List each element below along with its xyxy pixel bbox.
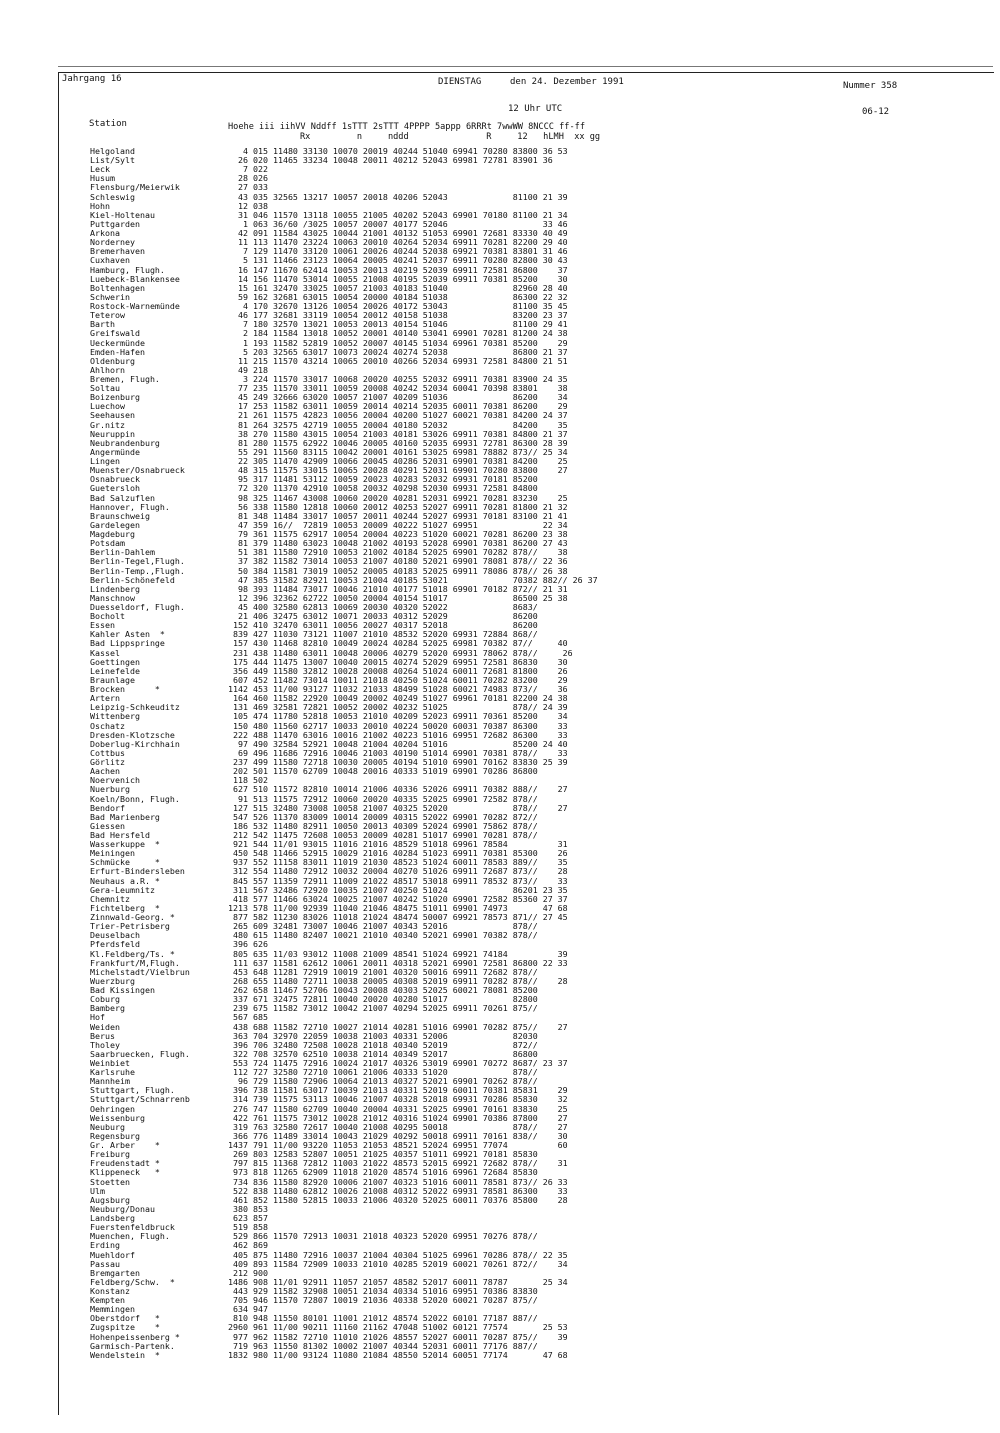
station-record: 529 866 11570 72913 10031 21018 40323 52020 69951 70276 878// bbox=[228, 1231, 538, 1242]
station-record: 27 033 bbox=[228, 182, 268, 193]
station-record: 202 501 11570 62709 10048 20016 40333 51019 69901 70286 86800 bbox=[228, 766, 538, 777]
station-name: Kassel bbox=[90, 647, 120, 658]
station-name: Wuerzburg bbox=[90, 975, 135, 986]
station-record: 7 022 bbox=[228, 164, 268, 175]
station-record: 37 382 11582 73014 10053 21007 40180 52021 69901 78081 878// 22 36 bbox=[228, 556, 568, 567]
station-record: 157 430 11468 82810 10049 20024 40284 52025 69981 70382 87// 40 bbox=[228, 638, 568, 649]
station-name: Schmücke * bbox=[90, 857, 160, 868]
station-record: 438 688 11582 72710 10027 21014 40281 51016 69901 70282 875// 27 bbox=[228, 1021, 568, 1032]
station-name: Oldenburg bbox=[90, 355, 135, 366]
station-name: Potsdam bbox=[90, 538, 125, 549]
station-name: Gr.nitz bbox=[90, 419, 125, 430]
station-record: 1 063 36/60 /3025 10057 20007 40177 52046 33 46 bbox=[228, 218, 568, 229]
station-record: 31 046 11570 13118 10055 21005 40202 52043 69901 70180 81100 21 34 bbox=[228, 209, 568, 220]
station-name: Luechow bbox=[90, 401, 125, 412]
station-record: 98 393 11484 73017 10046 21010 40177 51018 69901 70182 872// 21 31 bbox=[228, 583, 568, 594]
station-name: Trier-Petrisberg bbox=[90, 921, 170, 932]
station-name: Muenchen, Flugh. bbox=[90, 1231, 170, 1242]
station-name: Flensburg/Meierwik bbox=[90, 182, 180, 193]
station-name: Tholey bbox=[90, 1039, 120, 1050]
station-name: Barth bbox=[90, 319, 115, 330]
station-record: 5 131 11466 23123 10064 20005 40241 52037 69911 70280 82800 30 43 bbox=[228, 255, 568, 266]
station-record: 519 858 bbox=[228, 1222, 268, 1233]
station-record: 1832 980 11/00 93124 11080 21084 48550 52014 60051 77174 47 68 bbox=[228, 1349, 568, 1360]
station-name: Coburg bbox=[90, 994, 120, 1005]
station-record: 15 161 32470 33025 10057 21003 40183 51040 82960 28 40 bbox=[228, 282, 568, 293]
station-name: Boizenburg bbox=[90, 392, 140, 403]
station-record: 77 235 11570 33011 10059 20008 40242 52034 60041 70398 83801 38 bbox=[228, 383, 568, 394]
station-name: Pferdsfeld bbox=[90, 939, 140, 950]
station-name: Kempten bbox=[90, 1295, 125, 1306]
station-record: 105 474 11780 52818 10053 21010 40209 52023 69911 70361 85200 34 bbox=[228, 711, 568, 722]
station-record: 21 406 32475 63012 10071 20033 40312 52029 86200 bbox=[228, 611, 538, 622]
station-record: 522 838 11480 62812 10026 21008 40312 52022 69931 78581 86300 33 bbox=[228, 1185, 568, 1196]
issue-number: Nummer 358 bbox=[843, 81, 898, 91]
station-record: 81 280 11575 62922 10046 20005 40160 52035 69931 72781 86300 28 39 bbox=[228, 437, 568, 448]
station-record: 1142 453 11/00 93127 11032 21033 48499 51028 60021 74983 873// 36 bbox=[228, 684, 568, 695]
station-record: 627 510 11572 82810 10014 21006 40336 52026 69911 70382 888// 27 bbox=[228, 784, 568, 795]
station-name: Goettingen bbox=[90, 656, 140, 667]
station-record: 734 836 11580 82920 10006 21007 40323 51016 60011 78581 873// 26 33 bbox=[228, 1176, 568, 1187]
station-record: 22 305 11470 42909 10066 20045 40286 52031 69901 70381 84200 25 bbox=[228, 456, 568, 467]
time-range-label: 06-12 bbox=[862, 107, 890, 117]
station-name: Gr. Arber * bbox=[90, 1140, 160, 1151]
station-record: 96 729 11580 72906 10064 21013 40327 52021 69901 70262 878// bbox=[228, 1076, 538, 1087]
station-record: 231 438 11480 63011 10048 20006 40279 52020 69931 78062 878// 26 bbox=[228, 647, 573, 658]
station-name: Cottbus bbox=[90, 747, 125, 758]
station-name: Wasserkuppe * bbox=[90, 839, 160, 850]
station-record: 3 224 11570 33017 10068 20020 40255 52032 69911 70381 83900 24 35 bbox=[228, 374, 568, 384]
station-record: 2 184 11584 13018 10052 20001 40140 53041 69901 70281 81200 24 38 bbox=[228, 328, 568, 339]
station-record: 12 396 32362 62722 10050 20004 40154 51017 86500 25 38 bbox=[228, 592, 568, 603]
station-record: 12 038 bbox=[228, 200, 268, 211]
station-record: 2960 961 11/00 90211 11160 21162 47048 51002 60121 77574 25 53 bbox=[228, 1322, 568, 1333]
station-record: 363 704 32970 22059 10038 21003 40331 52006 82030 bbox=[228, 1030, 538, 1041]
station-record: 461 852 11580 52815 10033 21006 40320 52025 60011 70376 85800 28 bbox=[228, 1194, 568, 1205]
station-record: 56 338 11580 12818 10060 20012 40253 52027 69911 70281 81800 21 32 bbox=[228, 501, 568, 512]
station-record: 55 291 11560 83115 10042 20001 40161 53025 69981 78882 873// 25 34 bbox=[228, 446, 568, 457]
station-record: 11 215 11570 43214 10065 20010 40266 52034 69931 72581 84800 21 51 bbox=[228, 355, 568, 366]
station-name: Rostock-Warnemünde bbox=[90, 301, 180, 312]
station-record: 443 929 11582 32908 10051 21034 40334 51016 69951 70386 83830 bbox=[228, 1286, 538, 1296]
station-record: 977 962 11582 72710 11010 21026 48557 52027 60011 70287 875// 39 bbox=[228, 1331, 568, 1342]
station-record: 5 203 32565 63017 10073 20024 40274 52038 86800 21 37 bbox=[228, 346, 568, 357]
station-record: 921 544 11/01 93015 11016 21016 48529 51018 69961 78584 31 bbox=[228, 839, 568, 850]
station-record: 237 499 11580 72718 10030 20005 40194 51010 69901 70162 83830 25 39 bbox=[228, 757, 568, 768]
station-record: 51 381 11580 72910 10053 21002 40184 52025 69901 70282 878// 38 bbox=[228, 547, 568, 558]
station-name: Frankfurt/M,Flugh. bbox=[90, 957, 180, 968]
station-name: Braunschweig bbox=[90, 510, 150, 521]
station-name: Soltau bbox=[90, 383, 120, 394]
station-record: 319 763 32580 72617 10040 21008 40295 50018 878// 27 bbox=[228, 1121, 568, 1132]
column-codes-row1: Hoehe iii iihVV Nddff 1sTTT 2sTTT 4PPPP 5appp 6RRRt 7wwWW 8NCCC ff-ff bbox=[228, 122, 585, 132]
station-name: Bad Salzuflen bbox=[90, 492, 155, 503]
station-name: Feldberg/Schw. * bbox=[90, 1276, 175, 1287]
station-record: 366 776 11489 33014 10043 21029 40292 50018 69911 70161 838// 30 bbox=[228, 1130, 568, 1141]
station-record: 48 315 11575 33015 10065 20028 40291 52031 69901 70280 83800 27 bbox=[228, 465, 568, 476]
station-name: Passau bbox=[90, 1258, 120, 1269]
station-record: 7 129 11470 33120 10061 20026 40244 52038 69921 70381 83801 31 46 bbox=[228, 246, 568, 257]
station-name: Berlin-Schönefeld bbox=[90, 574, 175, 585]
station-name: Oschatz bbox=[90, 720, 125, 731]
station-name: Lindenberg bbox=[90, 583, 140, 594]
jahrgang-label: Jahrgang 16 bbox=[62, 74, 122, 84]
station-name: Garmisch-Partenk. bbox=[90, 1340, 175, 1351]
station-name: Lingen bbox=[90, 456, 120, 467]
station-record: 265 609 32481 73007 10046 21007 40343 52016 878// bbox=[228, 921, 538, 932]
station-name: Leck bbox=[90, 164, 110, 175]
station-record: 705 946 11570 72807 10019 21036 40338 52020 60021 70287 875// bbox=[228, 1295, 538, 1306]
station-record: 380 853 bbox=[228, 1203, 268, 1214]
station-record: 47 385 31582 82921 10053 21004 40185 53021 70382 882// 26 37 bbox=[228, 574, 598, 585]
station-name: Stoetten bbox=[90, 1176, 130, 1187]
station-record: 547 526 11370 83009 10014 20009 40315 52022 69901 70282 872// bbox=[228, 811, 538, 822]
station-name: Berus bbox=[90, 1030, 115, 1041]
station-record: 212 900 bbox=[228, 1267, 268, 1278]
station-name: Teterow bbox=[90, 310, 125, 321]
station-record: 553 724 11475 72916 10024 21017 40326 53019 69901 70272 8687/ 23 37 bbox=[228, 1058, 568, 1068]
station-name: Berlin-Dahlem bbox=[90, 547, 155, 558]
station-record: 269 803 12583 52807 10051 21025 40357 51011 69921 70181 85830 bbox=[228, 1149, 538, 1160]
station-name: Hohenpeissenberg * bbox=[90, 1331, 180, 1342]
station-record: 877 582 11230 83026 11018 21024 48474 50007 69921 78573 871// 27 45 bbox=[228, 912, 568, 923]
station-name: Boltenhagen bbox=[90, 282, 145, 293]
station-name: List/Sylt bbox=[90, 155, 135, 166]
station-name: Angermünde bbox=[90, 446, 140, 457]
station-name: Bremgarten bbox=[90, 1267, 140, 1278]
station-record: 1486 908 11/01 92911 11057 21057 48582 52017 60011 78787 25 34 bbox=[228, 1276, 568, 1287]
station-name: Erfurt-Bindersleben bbox=[90, 866, 185, 877]
station-record: 634 947 bbox=[228, 1304, 268, 1315]
station-record: 152 410 32470 63011 10056 20027 40317 52018 86200 bbox=[228, 620, 538, 631]
station-record: 79 361 11575 62917 10054 20004 40223 51020 60021 70281 86200 23 38 bbox=[228, 529, 568, 540]
station-record: 118 502 bbox=[228, 775, 268, 786]
station-name: Schleswig bbox=[90, 191, 135, 202]
station-name: Schwerin bbox=[90, 291, 130, 302]
station-name: Kahler Asten * bbox=[90, 629, 165, 640]
station-record: 409 893 11584 72909 10033 21010 40285 52019 60021 70261 872// 34 bbox=[228, 1258, 568, 1269]
station-name: Braunlage bbox=[90, 674, 135, 685]
station-name: Guetersloh bbox=[90, 483, 140, 494]
station-name: Neuburg bbox=[90, 1121, 125, 1132]
station-record: 312 554 11480 72912 10032 20004 40270 51026 69911 72687 873// 28 bbox=[228, 866, 568, 877]
station-name: Zugspitze * bbox=[90, 1322, 160, 1333]
station-name: Hannover, Flugh. bbox=[90, 501, 170, 512]
station-record: 810 948 11550 80101 11001 21012 48574 52022 60101 77187 887// bbox=[228, 1313, 538, 1324]
station-record: 314 739 11575 53113 10046 21007 40328 52018 69931 70286 85830 32 bbox=[228, 1094, 568, 1105]
station-record: 212 542 11475 72608 10053 20009 40281 51017 69901 70281 878// bbox=[228, 830, 538, 840]
station-name: Dresden-Klotzsche bbox=[90, 729, 175, 740]
station-record: 111 637 11581 62612 10061 20011 40318 52021 69901 72581 86800 22 33 bbox=[228, 957, 568, 968]
station-name: Norderney bbox=[90, 237, 135, 248]
station-record: 4 015 11480 33130 10070 20019 40244 51040 69941 70280 83800 36 53 bbox=[228, 146, 568, 156]
station-name: Memmingen bbox=[90, 1304, 135, 1315]
station-name: Leipzig-Schkeuditz bbox=[90, 702, 180, 713]
station-record: 845 557 11359 72911 11009 21022 48517 53018 69911 78532 873// 33 bbox=[228, 875, 568, 886]
station-record: 49 218 bbox=[228, 364, 268, 375]
station-name: Cuxhaven bbox=[90, 255, 130, 266]
station-name: Weissenburg bbox=[90, 1112, 145, 1123]
station-name: Greifswald bbox=[90, 328, 140, 339]
station-name: Mannheim bbox=[90, 1076, 130, 1087]
station-name: Bendorf bbox=[90, 802, 125, 813]
station-record: 405 875 11480 72916 10037 21004 40304 51025 69961 70286 878// 22 35 bbox=[228, 1249, 568, 1260]
station-name: Oehringen bbox=[90, 1103, 135, 1114]
station-name: Saarbruecken, Flugh. bbox=[90, 1048, 190, 1059]
station-name: Freudenstadt * bbox=[90, 1158, 160, 1169]
station-name: Bad Kissingen bbox=[90, 985, 155, 996]
station-name: Neuruppin bbox=[90, 428, 135, 439]
station-record: 16 147 11670 62414 10053 20013 40219 52039 69911 72581 86800 37 bbox=[228, 264, 568, 275]
station-record: 1 193 11582 52819 10052 20007 40145 51034 69961 70381 85200 29 bbox=[228, 337, 568, 348]
station-name: Gera-Leumnitz bbox=[90, 884, 155, 895]
station-record: 937 552 11158 83011 11019 21030 48523 51024 60011 78583 889// 35 bbox=[228, 857, 568, 868]
station-name: Bocholt bbox=[90, 611, 125, 622]
station-record: 50 384 11581 73019 10052 20005 40183 52025 69911 78086 878// 26 38 bbox=[228, 565, 568, 576]
station-name: Wittenberg bbox=[90, 711, 140, 722]
station-name: Regensburg bbox=[90, 1130, 140, 1141]
station-name: Essen bbox=[90, 620, 115, 631]
station-record: 47 359 16// 72819 10053 20009 40222 51027 69951 22 34 bbox=[228, 519, 568, 530]
station-name: Görlitz bbox=[90, 757, 125, 768]
station-record: 21 261 11575 42823 10056 20004 40200 51027 60021 70381 84200 24 37 bbox=[228, 410, 568, 421]
station-record: 396 738 11581 63017 10039 21013 40331 52019 60011 70381 85831 29 bbox=[228, 1085, 568, 1096]
station-name: Noervenich bbox=[90, 775, 140, 786]
column-codes-row2: Rx n nddd R 12 hLMH xx gg bbox=[300, 132, 601, 142]
station-name: Bremen, Flugh. bbox=[90, 374, 160, 384]
station-name: Husum bbox=[90, 173, 115, 184]
station-record: 567 685 bbox=[228, 1012, 268, 1023]
station-record: 719 963 11550 81302 10002 21007 40344 52031 60011 77176 887// bbox=[228, 1340, 538, 1351]
station-record: 46 177 32681 33119 10054 20012 40158 51038 83200 23 37 bbox=[228, 310, 568, 321]
station-record: 164 460 11582 22920 10049 20002 40249 51027 69961 70181 82200 24 38 bbox=[228, 693, 568, 704]
station-record: 28 026 bbox=[228, 173, 268, 184]
station-name: Neuhaus a.R. * bbox=[90, 875, 160, 886]
station-name: Zinnwald-Georg. * bbox=[90, 912, 175, 923]
station-record: 1213 578 11/00 92939 11040 21046 48475 51011 69901 74973 47 68 bbox=[228, 902, 568, 913]
station-name: Stuttgart, Flugh. bbox=[90, 1085, 175, 1096]
station-name: Bad Marienberg bbox=[90, 811, 160, 822]
station-name: Koeln/Bonn, Flugh. bbox=[90, 793, 180, 804]
station-column-header: Station bbox=[89, 119, 127, 129]
station-name: Weiden bbox=[90, 1021, 120, 1032]
station-record: 38 270 11580 43015 10054 21003 40181 53026 69911 70381 84800 21 37 bbox=[228, 428, 568, 439]
station-record: 45 249 32666 63020 10057 21007 40209 51036 86200 34 bbox=[228, 392, 568, 403]
station-record: 81 264 32575 42719 10055 20004 40180 52032 84200 35 bbox=[228, 419, 568, 430]
station-record: 337 671 32475 72811 10040 20020 40280 51017 82800 bbox=[228, 994, 538, 1005]
station-name: Bremerhaven bbox=[90, 246, 145, 257]
station-name: Luebeck-Blankensee bbox=[90, 273, 180, 284]
station-record: 95 317 11481 53112 10059 20023 40283 52032 69931 70181 85200 bbox=[228, 474, 538, 485]
station-record: 805 635 11/03 93012 11008 21009 48541 51024 69921 74184 39 bbox=[228, 948, 568, 959]
station-name: Weinbiet bbox=[90, 1058, 130, 1068]
station-record: 7 180 32570 13021 10053 20013 40154 51046 81100 29 41 bbox=[228, 319, 568, 330]
station-name: Hof bbox=[90, 1012, 105, 1023]
station-record: 186 532 11480 82911 10050 20013 40309 52024 69901 75862 878// bbox=[228, 820, 538, 831]
station-name: Puttgarden bbox=[90, 218, 140, 229]
station-name: Kl.Feldberg/Ts. * bbox=[90, 948, 175, 959]
station-record: 59 162 32681 63015 10054 20000 40184 51038 86300 22 32 bbox=[228, 291, 568, 302]
station-name: Giessen bbox=[90, 820, 125, 831]
station-record: 69 496 11686 72916 10046 21003 40190 51014 69901 70381 878// 33 bbox=[228, 747, 568, 758]
station-record: 276 747 11580 62709 10040 20004 40331 52025 69901 70161 83830 25 bbox=[228, 1103, 568, 1114]
station-record: 422 761 11575 73012 10028 21012 40316 51024 69901 70386 87800 27 bbox=[228, 1112, 568, 1123]
station-name: Oberstdorf * bbox=[90, 1313, 160, 1324]
station-record: 42 091 11584 43025 10044 21001 40132 51053 69901 72681 83330 40 49 bbox=[228, 228, 568, 239]
station-record: 17 253 11582 63011 10059 20014 40214 52035 60011 70381 86200 29 bbox=[228, 401, 568, 412]
station-record: 396 706 32480 72508 10028 21018 40340 52019 872// bbox=[228, 1039, 538, 1050]
station-record: 222 488 11470 63016 10016 21002 40223 51016 69951 72682 86300 33 bbox=[228, 729, 568, 740]
station-record: 396 626 bbox=[228, 939, 268, 950]
station-name: Neubrandenburg bbox=[90, 437, 160, 448]
station-record: 973 818 11265 62909 11018 21020 48574 51016 69961 72684 85830 bbox=[228, 1167, 538, 1178]
station-name: Berlin-Temp.,Flugh. bbox=[90, 565, 185, 576]
station-name: Arkona bbox=[90, 228, 120, 239]
station-name: Meiningen bbox=[90, 848, 135, 859]
station-record: 322 708 32570 62510 10038 21014 40349 52017 86800 bbox=[228, 1048, 538, 1059]
station-name: Brocken * bbox=[90, 684, 160, 695]
station-record: 43 035 32565 13217 10057 20018 40206 52043 81100 21 39 bbox=[228, 191, 568, 202]
station-record: 97 490 32584 52921 10048 21004 40204 51016 85200 24 40 bbox=[228, 738, 568, 749]
station-record: 112 727 32580 72710 10061 21006 40333 51020 878// bbox=[228, 1067, 538, 1078]
station-name: Helgoland bbox=[90, 146, 135, 156]
station-record: 91 513 11575 72912 10060 20020 40335 52025 69901 72582 878// bbox=[228, 793, 538, 804]
station-name: Wendelstein * bbox=[90, 1349, 160, 1360]
station-name: Hamburg, Flugh. bbox=[90, 264, 165, 275]
station-record: 150 480 11560 62717 10033 20010 40224 50020 60031 70387 86300 33 bbox=[228, 720, 568, 731]
station-name: Duesseldorf, Flugh. bbox=[90, 602, 185, 612]
station-record: 462 869 bbox=[228, 1240, 268, 1251]
station-name: Hohn bbox=[90, 200, 110, 211]
station-record: 268 655 11480 72711 10038 20005 40308 52019 69911 70282 878// 28 bbox=[228, 975, 568, 986]
station-name: Muehldorf bbox=[90, 1249, 135, 1260]
station-record: 45 400 32580 62813 10069 20030 40320 52022 8683/ bbox=[228, 602, 538, 612]
station-name: Michelstadt/Vielbrun bbox=[90, 966, 190, 977]
station-name: Klippeneck * bbox=[90, 1167, 160, 1178]
date-label: den 24. Dezember 1991 bbox=[510, 77, 624, 87]
station-name: Ahlhorn bbox=[90, 364, 125, 375]
station-name: Emden-Hafen bbox=[90, 346, 145, 357]
station-record: 356 449 11580 32812 10028 20008 40264 51024 60011 72681 81800 26 bbox=[228, 665, 568, 676]
station-record: 797 815 11368 72812 11003 21022 48573 52015 69921 72682 878// 31 bbox=[228, 1158, 568, 1169]
station-record: 98 325 11467 43008 10060 20020 40281 52031 69921 70281 83230 25 bbox=[228, 492, 568, 503]
station-name: Aachen bbox=[90, 766, 120, 777]
station-record: 480 615 11480 82407 10021 21010 40340 52021 69901 70382 878// bbox=[228, 930, 538, 941]
station-record: 127 515 32480 73008 10058 21007 40325 52020 878// 27 bbox=[228, 802, 568, 813]
station-name: Artern bbox=[90, 693, 120, 704]
station-record: 453 648 11281 72919 10019 21001 40320 50016 69911 72682 878// bbox=[228, 966, 538, 977]
station-name: Karlsruhe bbox=[90, 1067, 135, 1078]
weekday-label: DIENSTAG bbox=[438, 77, 482, 87]
station-name: Deuselbach bbox=[90, 930, 140, 941]
station-record: 26 020 11465 33234 10048 20011 40212 52043 69981 72781 83901 36 bbox=[228, 155, 553, 166]
station-name: Nuerburg bbox=[90, 784, 130, 795]
station-name: Ueckermünde bbox=[90, 337, 145, 348]
station-record: 175 444 11475 13007 10040 20015 40274 52029 69951 72581 86830 30 bbox=[228, 656, 568, 667]
time-label: 12 Uhr UTC bbox=[508, 104, 563, 114]
station-name: Kiel-Holtenau bbox=[90, 209, 155, 220]
station-record: 623 857 bbox=[228, 1213, 268, 1224]
station-record: 839 427 11030 73121 11007 21010 48532 52020 69931 72884 868// bbox=[228, 629, 538, 640]
station-record: 607 452 11482 73014 10011 21018 40250 51024 60011 70282 83200 29 bbox=[228, 674, 568, 685]
station-name: Muenster/Osnabrueck bbox=[90, 465, 185, 476]
station-name: Doberlug-Kirchhain bbox=[90, 738, 180, 749]
station-name: Gardelegen bbox=[90, 519, 140, 530]
station-name: Magdeburg bbox=[90, 529, 135, 540]
station-name: Fichtelberg * bbox=[90, 902, 160, 913]
station-name: Bad Lippspringe bbox=[90, 638, 165, 649]
station-record: 4 170 32670 13126 10054 20026 40172 53043 81100 35 45 bbox=[228, 301, 568, 312]
station-name: Osnabrueck bbox=[90, 474, 140, 485]
station-record: 262 658 11467 52706 10043 20008 40303 52025 60021 78081 85200 bbox=[228, 985, 538, 996]
station-name: Landsberg bbox=[90, 1213, 135, 1224]
station-name: Konstanz bbox=[90, 1286, 130, 1296]
station-record: 311 567 32486 72920 10035 21007 40250 51024 86201 23 35 bbox=[228, 884, 568, 895]
station-record: 11 113 11470 23224 10063 20010 40264 52034 69911 70281 82200 29 40 bbox=[228, 237, 568, 248]
station-record: 450 548 11466 52915 10029 21016 40284 51023 69911 70381 85300 26 bbox=[228, 848, 568, 859]
station-record: 131 469 32581 72821 10052 20002 40232 51025 878// 24 39 bbox=[228, 702, 568, 713]
station-name: Manschnow bbox=[90, 592, 135, 603]
station-record: 1437 791 11/00 93220 11053 21053 48521 52024 69951 77074 60 bbox=[228, 1140, 568, 1151]
station-record: 239 675 11582 73012 10042 21007 40294 52025 69911 70261 875// bbox=[228, 1003, 538, 1014]
station-name: Fuerstenfeldbruck bbox=[90, 1222, 175, 1233]
station-name: Chemnitz bbox=[90, 893, 130, 904]
station-record: 418 577 11466 63024 10025 21007 40242 51020 69901 72582 85360 27 37 bbox=[228, 893, 568, 904]
station-name: Stuttgart/Schnarrenb bbox=[90, 1094, 190, 1105]
station-record: 81 379 11480 63023 10048 21002 40193 52028 69901 70381 86200 27 43 bbox=[228, 538, 568, 549]
station-record: 72 320 11370 42910 10058 20032 40298 52030 69931 72581 84800 bbox=[228, 483, 538, 494]
station-name: Erding bbox=[90, 1240, 120, 1251]
station-record: 14 156 11470 53014 10055 21008 40195 52039 69911 70381 85200 30 bbox=[228, 273, 568, 284]
station-name: Seehausen bbox=[90, 410, 135, 421]
station-name: Berlin-Tegel,Flugh. bbox=[90, 556, 185, 567]
station-name: Leinefelde bbox=[90, 665, 140, 676]
scan-edge-line bbox=[58, 66, 993, 67]
station-name: Ulm bbox=[90, 1185, 105, 1196]
station-name: Neuburg/Donau bbox=[90, 1203, 155, 1214]
station-name: Augsburg bbox=[90, 1194, 130, 1205]
station-record: 81 348 11484 33017 10057 20011 40244 52027 69931 70181 83100 21 41 bbox=[228, 510, 568, 521]
station-name: Bad Hersfeld bbox=[90, 830, 150, 840]
station-name: Freiburg bbox=[90, 1149, 130, 1160]
station-name: Bamberg bbox=[90, 1003, 125, 1014]
